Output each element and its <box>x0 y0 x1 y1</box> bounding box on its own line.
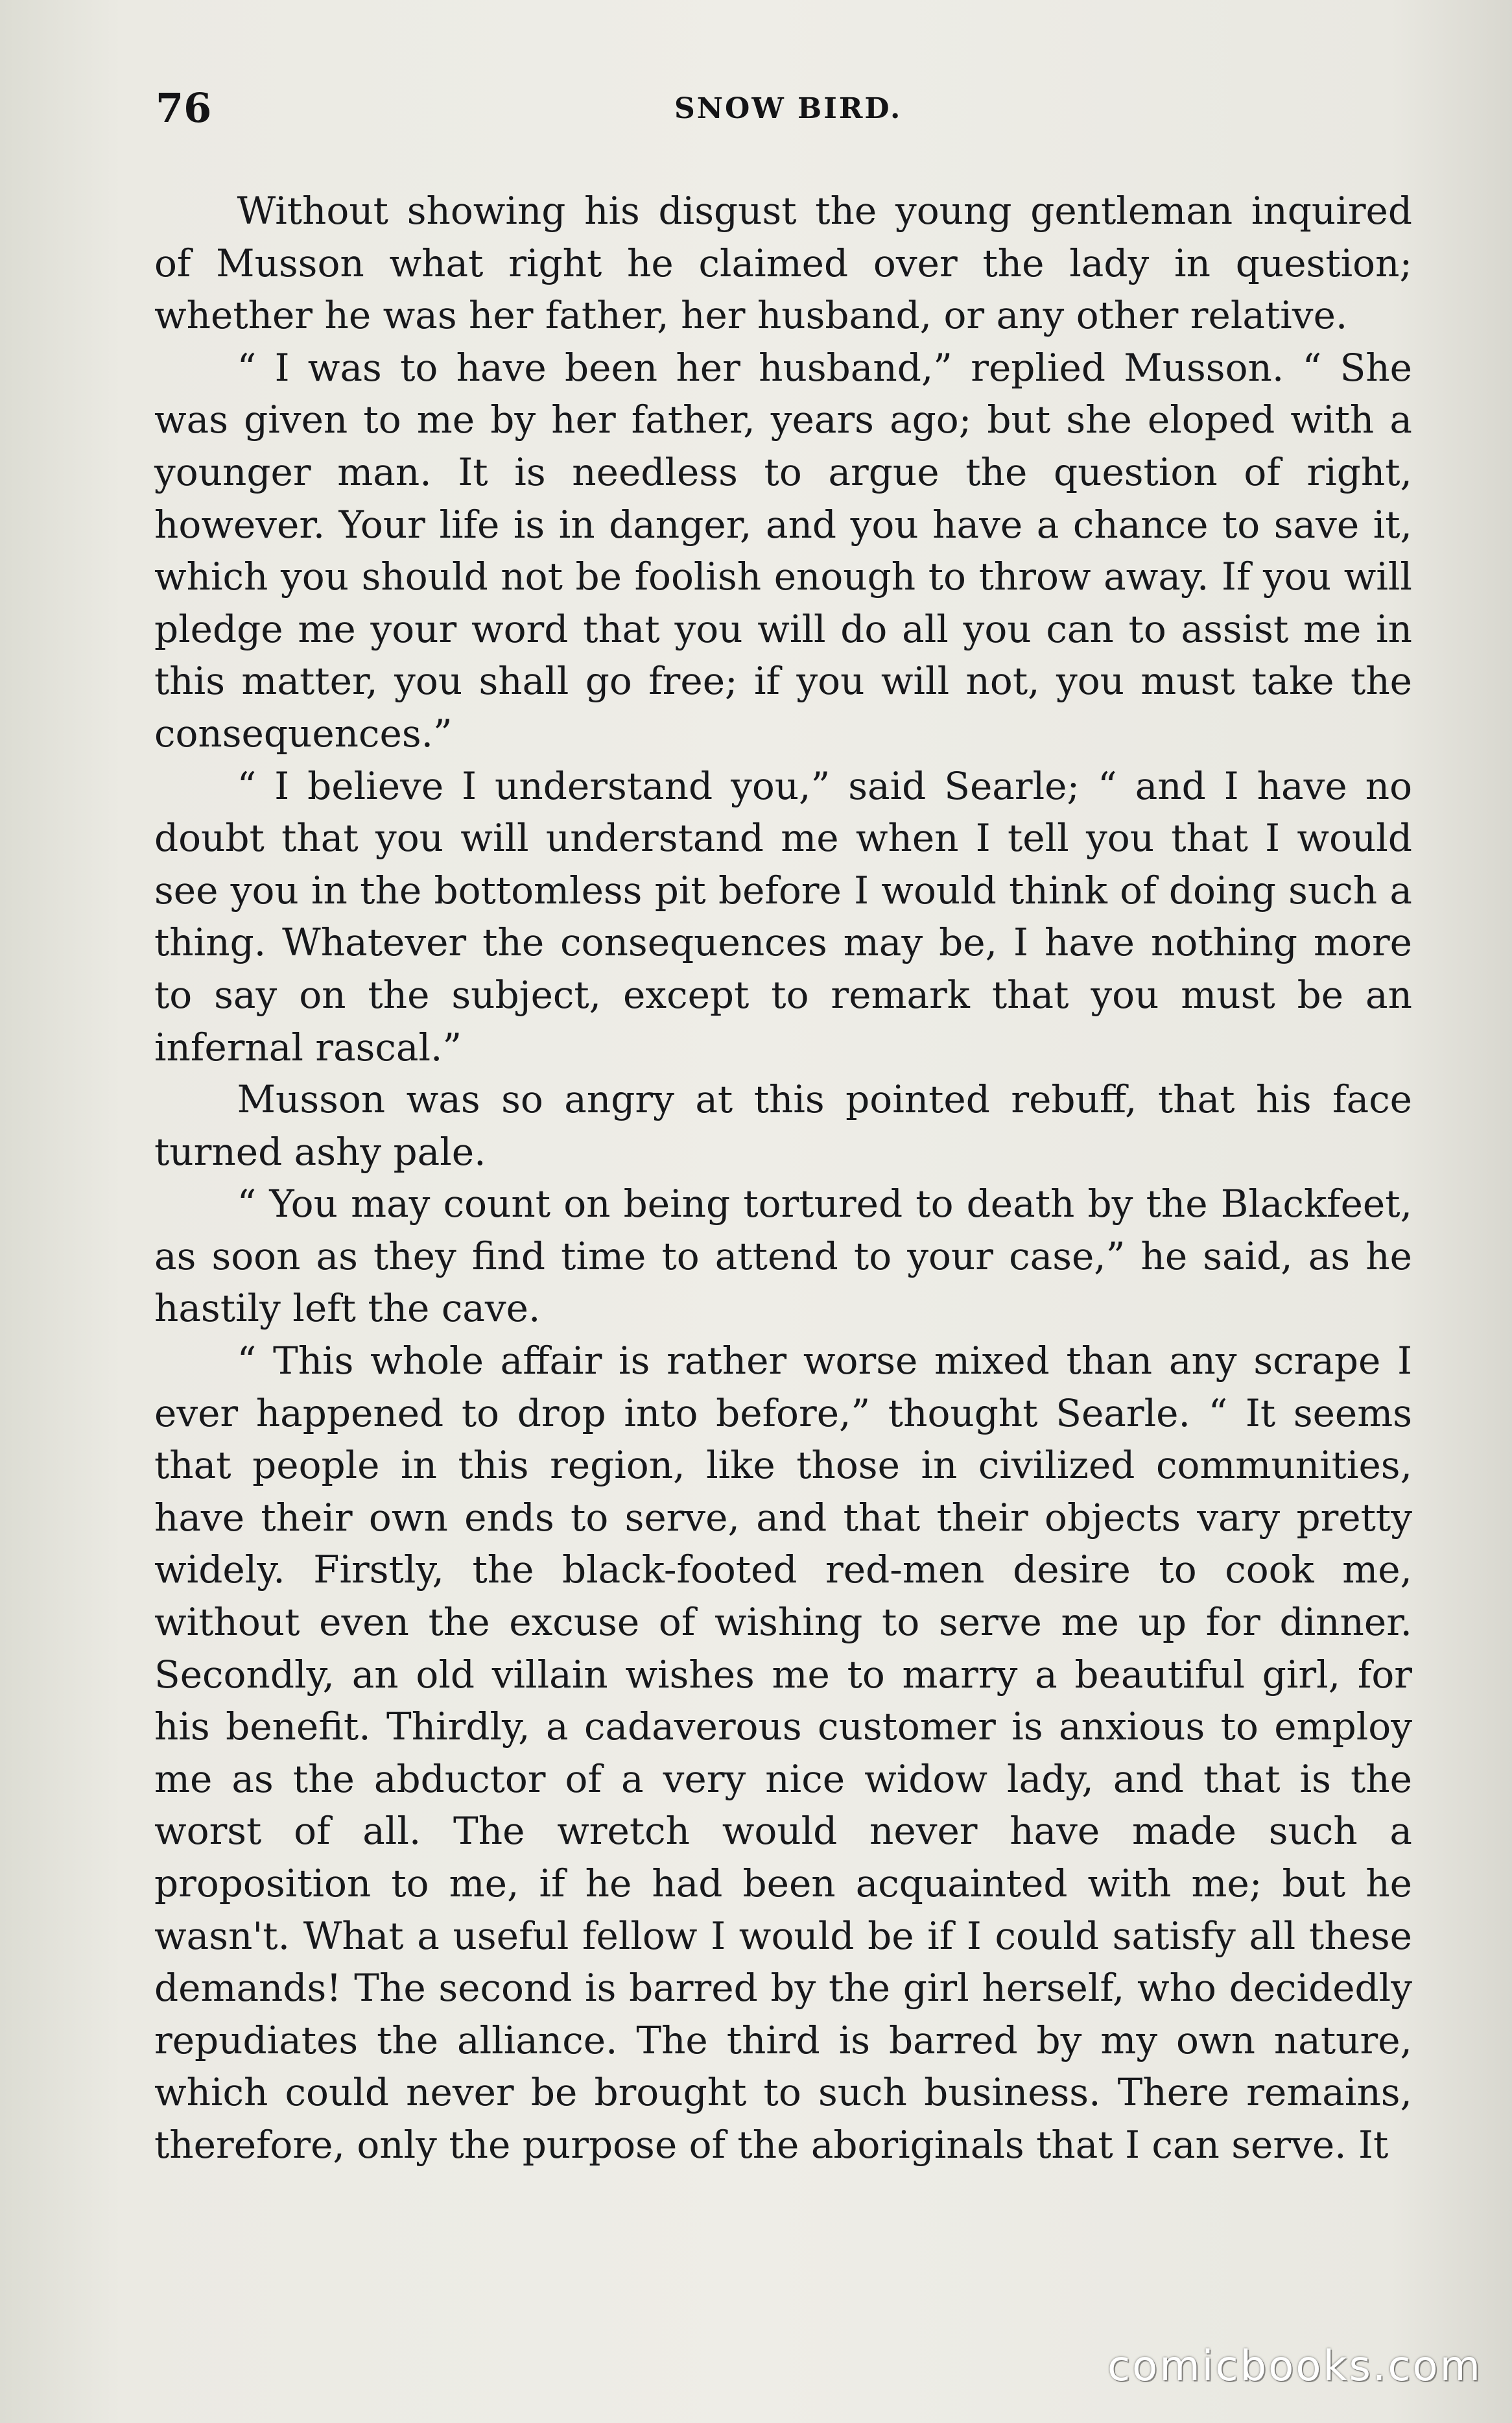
paragraph: “ I was to have been her husband,” replied Musson. “ She was given to me by her father, years ago; but she eloped with a younger man. It is needless to argue the question of right, however. Your life is in danger, and you have a chance to save it, which you should not be foolish enough to throw away. If you will pledge me your word that you will do all you can to assist me in this matter, you shall go free; if you will not, you must take the consequences.” <box>154 345 1412 756</box>
paragraph: Musson was so angry at this pointed rebuff, that his face turned ashy pale. <box>154 1077 1412 1174</box>
paragraph: “ This whole affair is rather worse mixed than any scrape I ever happened to drop into before,” thought Searle. “ It seems that people in this region, like those in civilized communities, have their own ends to serve, and that their objects vary pretty widely. Firstly, the black-footed red-men desire to cook me, without even the excuse of wishing to serve me up for dinner. Secondly, an old villain wishes me to marry a beautiful girl, for his benefit. Thirdly, a cadaverous customer is anxious to employ me as the abductor of a very nice widow lady, and that is the worst of all. The wretch would never have made such a proposition to me, if he had been acquainted with me; but he wasn't. What a useful fellow I would be if I could satisfy all these demands! The second is barred by the girl herself, who decidedly repudiates the alliance. The third is barred by my own nature, which could never be brought to such business. There remains, therefore, only the purpose of the aboriginals that I can serve. It <box>154 1339 1412 2167</box>
paragraph: “ You may count on being tortured to death by the Blackfeet, as soon as they find time to attend to your case,” he said, as he hastily left the cave. <box>154 1182 1412 1331</box>
page-header <box>156 84 1407 149</box>
running-head: SNOW BIRD. <box>674 92 903 125</box>
page-number: 76 <box>156 84 212 132</box>
body-text <box>154 185 1412 2171</box>
paragraph: Without showing his disgust the young gentleman inquired of Musson what right he claimed over the lady in question; whether he was her father, her husband, or any other relative. <box>154 189 1412 338</box>
paragraph: “ I believe I understand you,” said Searle; “ and I have no doubt that you will understand me when I tell you that I would see you in the bottomless pit before I would think of doing such a thing. Whatever the consequences may be, I have nothing more to say on the subject, except to remark that you must be an infernal rascal.” <box>154 763 1412 1069</box>
watermark: comicbooks.com <box>1107 2343 1482 2391</box>
